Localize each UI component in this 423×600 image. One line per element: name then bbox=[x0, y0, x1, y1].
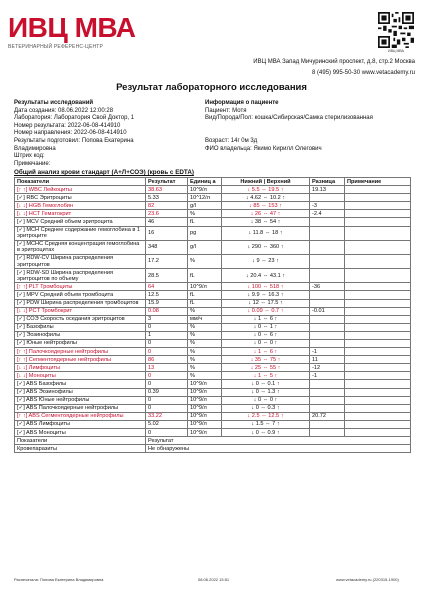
range-cell: ↓ 12 ⇔ 17.5 ↑ bbox=[222, 299, 310, 307]
range-cell: ↓ 2.5 ⇔ 12.5 ↑ bbox=[222, 412, 310, 420]
note-cell bbox=[345, 315, 411, 323]
diff-cell: -0.01 bbox=[310, 307, 345, 315]
diff-cell: -12 bbox=[310, 364, 345, 372]
unit-cell: 10^12/л bbox=[188, 194, 222, 202]
unit-cell: % bbox=[188, 323, 222, 331]
contacts-line: 8 (495) 995-50-30 www.vetacademy.ru bbox=[312, 70, 415, 76]
result-cell: 0 bbox=[146, 429, 188, 437]
range-cell: ↓ 0 ⇔ 1 ↑ bbox=[222, 323, 310, 331]
table-row bbox=[15, 331, 411, 339]
indicator-cell: [↓ ↓] Лимфоциты bbox=[15, 364, 146, 372]
col-header-unit: Единиц а bbox=[188, 178, 222, 186]
note-cell bbox=[345, 364, 411, 372]
logo-brand: ИВЦ МВА bbox=[8, 12, 136, 43]
unit-cell: % bbox=[188, 210, 222, 218]
range-cell: ↓ 290 ⇔ 360 ↑ bbox=[222, 240, 310, 254]
diff-cell bbox=[310, 218, 345, 226]
result-cell: 15.9 bbox=[146, 299, 188, 307]
diff-cell bbox=[310, 269, 345, 283]
table-row bbox=[15, 186, 411, 194]
created-date: Дата создания: 08.06.2022 12:00:28 bbox=[14, 107, 114, 114]
range-cell: ↓ 4.62 ⇔ 10.2 ↑ bbox=[222, 194, 310, 202]
range-cell: ↓ 9 ⇔ 23 ↑ bbox=[222, 254, 310, 268]
note-cell bbox=[345, 420, 411, 428]
indicator-cell: [↓ ↓] PCT Тромбокрит bbox=[15, 307, 146, 315]
diff-cell bbox=[310, 420, 345, 428]
range-cell: ↓ 1.5 ⇔ 7 ↑ bbox=[222, 420, 310, 428]
diff-cell bbox=[310, 331, 345, 339]
result-cell: 0.39 bbox=[146, 388, 188, 396]
table-row bbox=[15, 396, 411, 404]
unit-cell: 10^9/л bbox=[188, 283, 222, 291]
result-cell: 1 bbox=[146, 331, 188, 339]
table-row bbox=[15, 240, 411, 254]
indicator-cell: [✓] MCH Среднее содержание гемоглобина в 1 эритроците bbox=[15, 226, 146, 240]
table-row bbox=[15, 283, 411, 291]
indicator-cell: [✓] Эозинофилы bbox=[15, 331, 146, 339]
result-cell: 0 bbox=[146, 323, 188, 331]
note-cell bbox=[345, 331, 411, 339]
table-row bbox=[15, 291, 411, 299]
diff-cell bbox=[310, 291, 345, 299]
address-line: ИВЦ МВА Запад Мичуринский проспект, д.8, стр.2 Москва bbox=[253, 59, 415, 65]
diff-cell: -2.4 bbox=[310, 210, 345, 218]
result-cell: 86 bbox=[146, 356, 188, 364]
range-cell: ↓ 26 ⇔ 47 ↑ bbox=[222, 210, 310, 218]
range-cell: ↓ 20.4 ⇔ 43.1 ↑ bbox=[222, 269, 310, 283]
note-cell bbox=[345, 269, 411, 283]
result-cell: 0 bbox=[146, 372, 188, 380]
diff-cell: 11 bbox=[310, 356, 345, 364]
note-cell bbox=[345, 194, 411, 202]
note-cell bbox=[345, 429, 411, 437]
table-row bbox=[15, 437, 411, 445]
section-title: Общий анализ крови стандарт (А+Л+СОЭ) (кровь с EDTA) bbox=[14, 169, 194, 176]
print-date: 08.06.2022 15:51 bbox=[198, 577, 230, 582]
note-cell bbox=[345, 254, 411, 268]
table-row bbox=[15, 254, 411, 268]
result-cell: 3 bbox=[146, 315, 188, 323]
result-cell: 16 bbox=[146, 226, 188, 240]
table-row bbox=[15, 380, 411, 388]
unit-cell: pg bbox=[188, 226, 222, 240]
indicator-cell: [✓] MCV Средний объем эритроцита bbox=[15, 218, 146, 226]
indicator-cell: [✓] ABS Базофилы bbox=[15, 380, 146, 388]
indicator-cell: [↑ ↑] WBC Лейкоциты bbox=[15, 186, 146, 194]
unit-cell: 10^9/л bbox=[188, 186, 222, 194]
table-row bbox=[15, 356, 411, 364]
patient-name: Пациент: Мотя bbox=[205, 107, 247, 114]
range-cell: ↓ 0 ⇔ 1.3 ↑ bbox=[222, 388, 310, 396]
diff-cell bbox=[310, 226, 345, 240]
range-cell: ↓ 35 ⇔ 75 ↑ bbox=[222, 356, 310, 364]
table-row bbox=[15, 372, 411, 380]
range-cell: ↓ 38 ⇔ 54 ↑ bbox=[222, 218, 310, 226]
page-title: Результат лабораторного исследования bbox=[116, 82, 307, 93]
unit-cell: % bbox=[188, 254, 222, 268]
unit-cell: 10^9/л bbox=[188, 396, 222, 404]
indicator-cell: Кровепаразиты bbox=[15, 445, 146, 453]
result-cell: 0 bbox=[146, 380, 188, 388]
result-cell: 0 bbox=[146, 396, 188, 404]
range-cell: ↓ 0.09 ⇔ 0.7 ↑ bbox=[222, 307, 310, 315]
unit-cell: g/l bbox=[188, 202, 222, 210]
result-cell: 82 bbox=[146, 202, 188, 210]
range-cell: ↓ 1 ⇔ 5 ↑ bbox=[222, 372, 310, 380]
note-cell bbox=[345, 291, 411, 299]
patient-info bbox=[205, 100, 417, 153]
note-cell bbox=[345, 218, 411, 226]
result-cell: Не обнаружены bbox=[146, 445, 411, 453]
unit-cell: 10^9/л bbox=[188, 404, 222, 412]
diff-cell: -1 bbox=[310, 348, 345, 356]
note-cell bbox=[345, 372, 411, 380]
table-row bbox=[15, 323, 411, 331]
laboratory: Лаборатория: Лаборатория Свой Доктор, 1 bbox=[14, 115, 135, 122]
note-cell bbox=[345, 210, 411, 218]
result-cell: 5.02 bbox=[146, 420, 188, 428]
note-cell bbox=[345, 380, 411, 388]
logo-tagline: ВЕТЕРИНАРНЫЙ РЕФЕРЕНС-ЦЕНТР bbox=[8, 44, 104, 50]
diff-cell: -1 bbox=[310, 372, 345, 380]
col-header-diff: Разница bbox=[310, 178, 345, 186]
indicator-cell: [✓] RBC Эритроциты bbox=[15, 194, 146, 202]
table-row bbox=[15, 210, 411, 218]
diff-cell: 20.72 bbox=[310, 412, 345, 420]
diff-cell bbox=[310, 323, 345, 331]
table-row bbox=[15, 194, 411, 202]
patient-heading: Информация о пациенте bbox=[205, 100, 279, 106]
note-cell bbox=[345, 356, 411, 364]
diff-cell bbox=[310, 396, 345, 404]
range-cell: ↓ 1 ⇔ 6 ↑ bbox=[222, 315, 310, 323]
indicator-cell: [✓] RDW-SD Ширина распределения эритроцитов по объему bbox=[15, 269, 146, 283]
table-row bbox=[15, 307, 411, 315]
col-header-note: Примечание bbox=[345, 178, 411, 186]
indicator-cell: [✓] Юные нейтрофилы bbox=[15, 339, 146, 347]
research-heading: Результаты исследований bbox=[14, 100, 94, 106]
unit-cell: % bbox=[188, 339, 222, 347]
note-cell bbox=[345, 323, 411, 331]
unit-cell: 10^9/л bbox=[188, 380, 222, 388]
range-cell: ↓ 1 ⇔ 6 ↑ bbox=[222, 348, 310, 356]
unit-cell: fL bbox=[188, 218, 222, 226]
note-cell bbox=[345, 307, 411, 315]
range-cell: ↓ 100 ⇔ 518 ↑ bbox=[222, 283, 310, 291]
range-cell: ↓ 0 ⇔ 0.9 ↑ bbox=[222, 429, 310, 437]
result-cell: 0 bbox=[146, 348, 188, 356]
indicator-cell: [↑ ↑] ABS Сегментоядерные нейтрофилы bbox=[15, 412, 146, 420]
range-cell: ↓ 0 ⇔ 0.1 ↑ bbox=[222, 380, 310, 388]
result-cell: 5.33 bbox=[146, 194, 188, 202]
indicator-cell: [✓] ABS Эозинофилы bbox=[15, 388, 146, 396]
range-cell: ↓ 0 ⇔ 0 ↑ bbox=[222, 396, 310, 404]
unit-cell: 10^9/л bbox=[188, 420, 222, 428]
indicator-cell: [✓] ABS Палочкоядерные нейтрофилы bbox=[15, 404, 146, 412]
diff-cell bbox=[310, 315, 345, 323]
indicator-cell: [✓] ABS Моноциты bbox=[15, 429, 146, 437]
indicator-cell: [✓] Базофилы bbox=[15, 323, 146, 331]
unit-cell: % bbox=[188, 331, 222, 339]
unit-cell: % bbox=[188, 372, 222, 380]
indicator-cell: [✓] MPV Средний объем тромбоцита bbox=[15, 291, 146, 299]
result-cell: 46 bbox=[146, 218, 188, 226]
unit-cell: % bbox=[188, 356, 222, 364]
note-label: Примечание: bbox=[14, 160, 51, 167]
diff-cell bbox=[310, 388, 345, 396]
printed-by: Распечатала: Попова Екатерина Владимировна bbox=[14, 577, 104, 582]
note-cell bbox=[345, 226, 411, 240]
clinic-address bbox=[155, 57, 415, 79]
table-row bbox=[15, 315, 411, 323]
research-info bbox=[14, 100, 214, 168]
indicator-cell: [↑ ↑] PLT Тромбоциты bbox=[15, 283, 146, 291]
indicator-cell: [↑ ↑] Сегментоядерные нейтрофилы bbox=[15, 356, 146, 364]
table-row bbox=[15, 388, 411, 396]
qr-code-icon bbox=[378, 12, 414, 48]
indicator-cell: [↑ ↑] Палочкоядерные нейтрофилы bbox=[15, 348, 146, 356]
referral-number: Номер направления: 2022-06-08-414910 bbox=[14, 130, 127, 137]
result-cell: 38.63 bbox=[146, 186, 188, 194]
diff-cell bbox=[310, 339, 345, 347]
patient-species: Вид/Порода/Пол: кошка/Сибирская/Самка стерилизованная bbox=[205, 115, 373, 122]
result-cell: 64 bbox=[146, 283, 188, 291]
diff-cell bbox=[310, 240, 345, 254]
diff-cell bbox=[310, 194, 345, 202]
range-cell: ↓ 25 ⇔ 55 ↑ bbox=[222, 364, 310, 372]
table-row bbox=[15, 404, 411, 412]
diff-cell bbox=[310, 404, 345, 412]
indicator-cell: [✓] RDW-CV Ширина распределения эритроцитов bbox=[15, 254, 146, 268]
col-header-result: Результат bbox=[146, 178, 188, 186]
range-cell: ↓ 85 ⇔ 153 ↑ bbox=[222, 202, 310, 210]
barcode-label: Штрих код: bbox=[14, 153, 45, 160]
result-cell: 0.08 bbox=[146, 307, 188, 315]
diff-cell: -3 bbox=[310, 202, 345, 210]
patient-age: Возраст: 14г 0м 3д bbox=[205, 137, 258, 144]
diff-cell: 19.13 bbox=[310, 186, 345, 194]
table-row bbox=[15, 364, 411, 372]
range-cell: ↓ 0 ⇔ 6 ↑ bbox=[222, 331, 310, 339]
unit-cell: 10^9/л bbox=[188, 429, 222, 437]
result-number: Номер результата: 2022-06-08-414910 bbox=[14, 122, 121, 129]
unit-cell: % bbox=[188, 364, 222, 372]
unit-cell: мм/ч bbox=[188, 315, 222, 323]
table-row bbox=[15, 299, 411, 307]
print-site: www.vetacademy.ru (220315-1900) bbox=[336, 577, 399, 582]
diff-cell: -36 bbox=[310, 283, 345, 291]
range-cell: ↓ 5.5 ⇔ 19.5 ↑ bbox=[222, 186, 310, 194]
note-cell bbox=[345, 299, 411, 307]
unit-cell: 10^9/л bbox=[188, 388, 222, 396]
table-row bbox=[15, 420, 411, 428]
indicator-cell: [↓ ↓] Моноциты bbox=[15, 372, 146, 380]
qr-caption: ИВЦ МВА bbox=[388, 49, 404, 53]
range-cell: ↓ 0 ⇔ 0.3 ↑ bbox=[222, 404, 310, 412]
unit-cell: % bbox=[188, 307, 222, 315]
table-row bbox=[15, 269, 411, 283]
indicator-cell: [✓] ABS Лимфоциты bbox=[15, 420, 146, 428]
unit-cell: fL bbox=[188, 299, 222, 307]
unit-cell: % bbox=[188, 348, 222, 356]
result-cell: 0 bbox=[146, 339, 188, 347]
table-row bbox=[15, 226, 411, 240]
result-cell: 348 bbox=[146, 240, 188, 254]
unit-cell: g/l bbox=[188, 240, 222, 254]
indicator-cell: [↓ ↓] HCT Гематокрит bbox=[15, 210, 146, 218]
indicator-cell: Показатели bbox=[15, 437, 146, 445]
result-cell: 12.5 bbox=[146, 291, 188, 299]
table-row bbox=[15, 218, 411, 226]
note-cell bbox=[345, 202, 411, 210]
table-row bbox=[15, 429, 411, 437]
prepared-by: Результаты подготовил: Попова Екатерина bbox=[14, 137, 134, 144]
table-row bbox=[15, 202, 411, 210]
diff-cell bbox=[310, 254, 345, 268]
unit-cell: fL bbox=[188, 291, 222, 299]
table-row bbox=[15, 412, 411, 420]
result-cell: 28.5 bbox=[146, 269, 188, 283]
table-row bbox=[15, 348, 411, 356]
table-header-row bbox=[15, 178, 411, 186]
indicator-cell: [↓ ↓] HGB Гемоглобин bbox=[15, 202, 146, 210]
result-cell: 33.22 bbox=[146, 412, 188, 420]
result-cell: 13 bbox=[146, 364, 188, 372]
range-cell: ↓ 11.8 ⇔ 18 ↑ bbox=[222, 226, 310, 240]
table-row bbox=[15, 445, 411, 453]
indicator-cell: [✓] СОЭ Скорость оседания эритроцитов bbox=[15, 315, 146, 323]
note-cell bbox=[345, 396, 411, 404]
diff-cell bbox=[310, 299, 345, 307]
result-cell: Результат bbox=[146, 437, 411, 445]
result-cell: 17.2 bbox=[146, 254, 188, 268]
note-cell bbox=[345, 404, 411, 412]
unit-cell: 10^9/л bbox=[188, 412, 222, 420]
note-cell bbox=[345, 388, 411, 396]
col-header-indicator: Показатели bbox=[15, 178, 146, 186]
indicator-cell: [✓] MCHC Средняя концентрация гемоглобина в эритроцитах bbox=[15, 240, 146, 254]
range-cell: ↓ 0 ⇔ 0 ↑ bbox=[222, 339, 310, 347]
result-cell: 23.6 bbox=[146, 210, 188, 218]
note-cell bbox=[345, 283, 411, 291]
unit-cell: fL bbox=[188, 269, 222, 283]
indicator-cell: [✓] PDW Ширина распределения тромбоцитов bbox=[15, 299, 146, 307]
owner-name: ФИО владельца: Якимо Кирилл Олегович bbox=[205, 145, 322, 152]
note-cell bbox=[345, 186, 411, 194]
logo bbox=[8, 14, 188, 54]
indicator-cell: [✓] ABS Юные нейтрофилы bbox=[15, 396, 146, 404]
note-cell bbox=[345, 348, 411, 356]
results-table bbox=[14, 177, 411, 453]
diff-cell bbox=[310, 380, 345, 388]
diff-cell bbox=[310, 429, 345, 437]
col-header-range: Нижний | Верхний bbox=[222, 178, 310, 186]
table-row bbox=[15, 339, 411, 347]
prepared-by-cont: Владимировна bbox=[14, 145, 56, 152]
note-cell bbox=[345, 412, 411, 420]
note-cell bbox=[345, 339, 411, 347]
result-cell: 0 bbox=[146, 404, 188, 412]
note-cell bbox=[345, 240, 411, 254]
range-cell: ↓ 9.9 ⇔ 16.3 ↑ bbox=[222, 291, 310, 299]
